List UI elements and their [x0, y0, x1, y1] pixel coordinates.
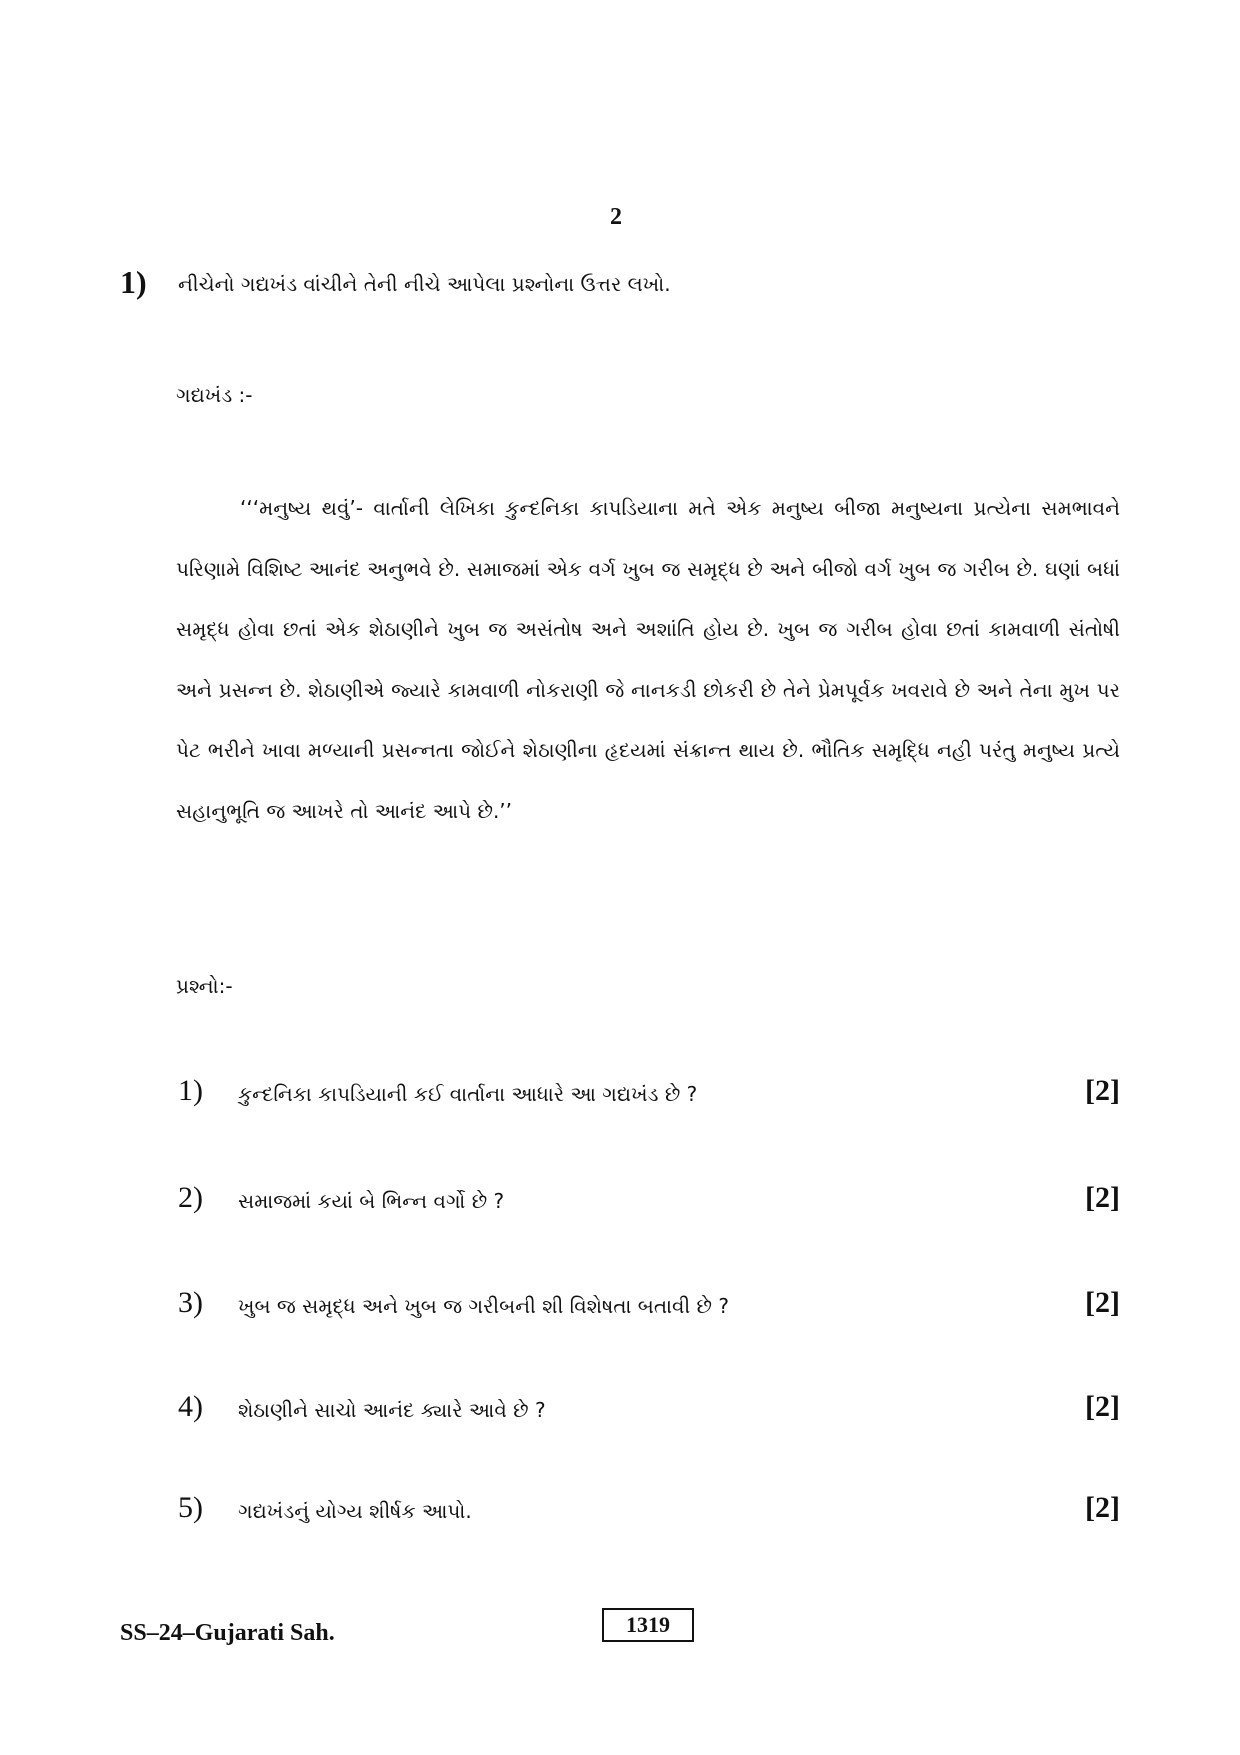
sub-question-marks: [2] — [1085, 1390, 1120, 1423]
sub-question-marks: [2] — [1085, 1286, 1120, 1319]
passage — [176, 478, 1120, 841]
question-instruction: નીચેનો ગદ્યખંડ વાંચીને તેની નીચે આપેલા પ્રશ્નોના ઉત્તર લખો. — [178, 272, 671, 296]
question-number: 1) — [120, 264, 147, 300]
sub-question — [178, 1181, 1120, 1221]
sub-question-marks: [2] — [1085, 1074, 1120, 1107]
sub-question-marks: [2] — [1085, 1491, 1120, 1524]
sub-question — [178, 1491, 1120, 1531]
passage-label: ગદ્યખંડ :- — [176, 383, 253, 407]
questions-label: પ્રશ્નો:- — [176, 974, 233, 998]
sub-question-number: 3) — [178, 1286, 203, 1319]
sub-question-text: ખુબ જ સમૃદ્ધ અને ખુબ જ ગરીબની શી વિશેષતા બતાવી છે ? — [238, 1294, 729, 1318]
passage-text: ‘‘‘મનુષ્ય થવું’- વાર્તાની લેખિકા કુન્દનિકા કાપડિયાના મતે એક મનુષ્ય બીજા મનુષ્યના પ્રત્યેના સમભાવને પરિણામે વિશિષ્ટ આનંદ અનુભવે છે. સમાજમાં એક વર્ગ ખુબ જ સમૃદ્ધ છે અને બીજો વર્ગ ખુબ જ ગરીબ છે. ઘણાં બધાં સમૃદ્ધ હોવા છતાં એક શેઠાણીને ખુબ જ અસંતોષ અને અશાંતિ હોય છે. ખુબ જ ગરીબ હોવા છતાં કામવાળી સંતોષી અને પ્રસન્ન છે. શેઠાણીએ જ્યારે કામવાળી નોકરાણી જે નાનકડી છોકરી છે તેને પ્રેમપૂર્વક ખવરાવે છે અને તેના મુખ પર પેટ ભરીને ખાવા મળ્યાની પ્રસન્નતા જોઈને શેઠાણીના હૃદયમાં સંક્રાન્ત થાય છે. ભૌતિક સમૃદ્ધિ નહી પરંતુ મનુષ્ય પ્રત્યે સહાનુભૂતિ જ આખરે તો આનંદ આપે છે.’’ — [176, 496, 1120, 823]
sub-question-text: ગદ્યખંડનું યોગ્ય શીર્ષક આપો. — [238, 1499, 472, 1523]
sub-question-number: 2) — [178, 1181, 203, 1214]
paper-code: SS–24–Gujarati Sah. — [120, 1620, 335, 1646]
sub-question — [178, 1074, 1120, 1114]
sub-question-text: શેઠાણીને સાચો આનંદ ક્યારે આવે છે ? — [238, 1398, 546, 1422]
sub-question-text: કુન્દનિકા કાપડિયાની કઈ વાર્તાના આધારે આ ગદ્યખંડ છે ? — [238, 1082, 698, 1106]
sub-question-text: સમાજમાં કયાં બે ભિન્ન વર્ગો છે ? — [238, 1189, 505, 1213]
sub-question-marks: [2] — [1085, 1181, 1120, 1214]
page-code-box: 1319 — [602, 1608, 694, 1642]
sub-question — [178, 1286, 1120, 1326]
sub-question — [178, 1390, 1120, 1430]
page-number: 2 — [610, 204, 622, 230]
sub-question-number: 4) — [178, 1390, 203, 1423]
sub-question-number: 5) — [178, 1491, 203, 1524]
question-header — [120, 264, 1120, 308]
sub-question-number: 1) — [178, 1074, 203, 1107]
